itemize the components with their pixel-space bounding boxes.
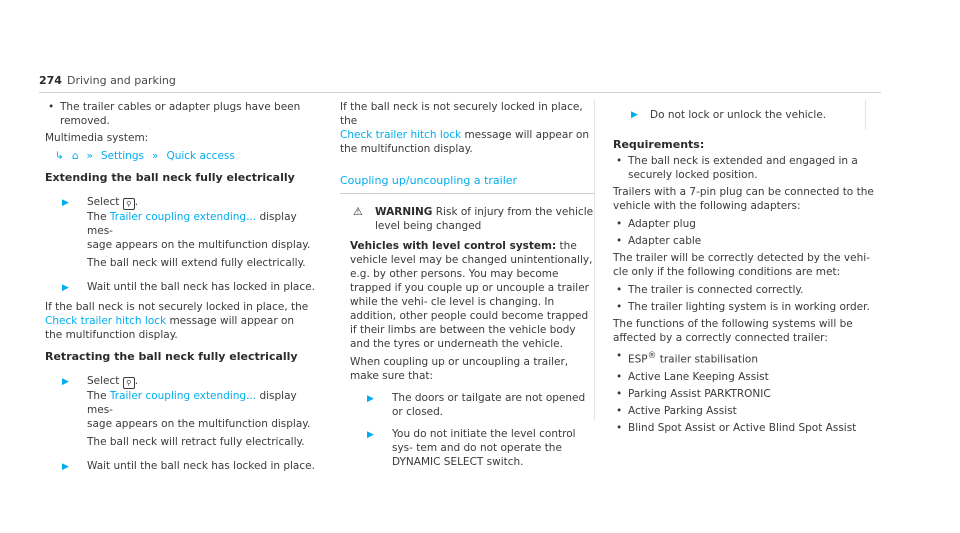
bullet-icon: • bbox=[616, 387, 623, 400]
step: ▶ Select ⚲ . The Trailer coupling extending... display mes- sage appears on the multifunction display. The ball neck will retract fully electrically. bbox=[62, 375, 311, 448]
multimedia-label: Multimedia system: bbox=[45, 132, 149, 144]
paragraph: If the ball neck is not securely locked in place, the Check trailer hitch lock message will appear on the multifunction display. bbox=[45, 301, 309, 341]
path-arrow-icon: ↳ bbox=[55, 150, 64, 162]
list-item: • The trailer is connected correctly. bbox=[616, 284, 804, 296]
bullet-icon: • bbox=[616, 350, 623, 362]
warning-body: Vehicles with level control system: the vehicle level may be changed unintentionally, e.g. by other persons. You may become trapped if you couple up or uncouple a trailer while the vehi- cle level is changing. In addition, other people could become trapped if their limbs are between the vehicle body and the tyres or underneath the vehicle. When coupling up or uncoupling a trailer, make sure that: ▶ The doors or tailgate are not opened or closed. ▶ You do not initiate the level control sys- tem and do not operate the DYNAMIC SELECT switch. bbox=[340, 239, 595, 469]
bullet-icon: • bbox=[616, 155, 623, 167]
step-arrow-icon: ▶ bbox=[62, 283, 69, 293]
bullet-icon: • bbox=[616, 235, 623, 247]
list-item: • Active Parking Assist bbox=[616, 404, 737, 417]
list-item: • Adapter plug bbox=[616, 218, 696, 230]
check-hitch-message: Check trailer hitch lock bbox=[340, 129, 462, 141]
column-left bbox=[45, 100, 315, 477]
bullet-icon: • bbox=[616, 421, 623, 434]
column-middle bbox=[340, 100, 595, 473]
settings-link[interactable]: Settings bbox=[100, 150, 144, 162]
list-item: • Blind Spot Assist or Active Blind Spot Assist bbox=[616, 421, 857, 434]
trailer-coupling-icon: ⚲ bbox=[123, 377, 135, 389]
page-number: 274 bbox=[39, 74, 62, 87]
step: ▶ Wait until the ball neck has locked in place. bbox=[62, 460, 315, 472]
bullet-icon: • bbox=[616, 284, 623, 296]
home-icon: ⌂ bbox=[71, 150, 79, 162]
warning-step: ▶ The doors or tailgate are not opened or closed. bbox=[367, 392, 586, 418]
double-arrow-icon: » bbox=[152, 150, 159, 162]
warning-header: ⚠ WARNING Risk of injury from the vehicle level being changed bbox=[353, 205, 594, 232]
check-hitch-message: Check trailer hitch lock bbox=[45, 315, 167, 327]
warning-step: ▶ You do not initiate the level control sys- tem and do not operate the DYNAMIC SELECT switch. bbox=[367, 428, 576, 468]
step: ▶ Select ⚲ . The Trailer coupling extending... display mes- sage appears on the multifunction display. The ball neck will extend fully electrically. bbox=[62, 196, 311, 269]
paragraph: If the ball neck is not securely locked in place, the Check trailer hitch lock message will appear on the multifunction display. bbox=[340, 101, 590, 155]
bullet-icon: • bbox=[616, 218, 623, 230]
coupling-heading: Coupling up/uncoupling a trailer bbox=[340, 174, 595, 194]
trailer-extending-message: Trailer coupling extending... bbox=[109, 390, 257, 402]
step: ▶ Wait until the ball neck has locked in place. bbox=[62, 281, 315, 293]
step-arrow-icon: ▶ bbox=[367, 430, 374, 440]
trailer-extending-message: Trailer coupling extending... bbox=[109, 211, 257, 223]
page-header bbox=[39, 74, 881, 93]
step-arrow-icon: ▶ bbox=[62, 462, 69, 472]
bullet-icon: • bbox=[616, 404, 623, 417]
warning-box bbox=[340, 199, 595, 469]
trailer-coupling-icon: ⚲ bbox=[123, 198, 135, 210]
section-title: Driving and parking bbox=[67, 74, 176, 87]
requirements-heading: Requirements: bbox=[613, 138, 705, 151]
step-arrow-icon: ▶ bbox=[62, 377, 69, 387]
extend-heading: Extending the ball neck fully electrically bbox=[45, 171, 295, 184]
note-box: ▶ Do not lock or unlock the vehicle. bbox=[613, 100, 866, 130]
quick-access-link[interactable]: Quick access bbox=[166, 150, 235, 162]
step-arrow-icon: ▶ bbox=[367, 394, 374, 404]
list-item: • Parking Assist PARKTRONIC bbox=[616, 387, 771, 400]
warning-triangle-icon: ⚠ bbox=[353, 205, 363, 218]
list-item: • Active Lane Keeping Assist bbox=[616, 370, 769, 383]
column-divider bbox=[594, 100, 595, 420]
list-item: • The trailer lighting system is in working order. bbox=[616, 301, 870, 313]
step-arrow-icon: ▶ bbox=[62, 198, 69, 208]
retract-heading: Retracting the ball neck fully electrically bbox=[45, 350, 298, 363]
bullet-icon: • bbox=[616, 301, 623, 313]
menu-path bbox=[45, 149, 315, 163]
column-right: ▶ Do not lock or unlock the vehicle. Requirements: • The ball neck is extended and engaged in a securely locked position. Trailers with a 7-pin plug can be connected to the vehicle with the following adapters: • Adapter plug • Adapter cable The trailer will be correctly detected by the vehi- cle only if the following conditions are met: • The trailer is connected correctly. • The trailer lighting system is in working order. The functions of the following systems will be affected by a correctly connected trailer: • ESP® trailer stabilisation • Active Lane Keeping Assist • Parking Assist PARKTRONIC • Active Parking Assist • Blind Spot Assist or Active Blind Spot Assist bbox=[613, 100, 878, 438]
step-arrow-icon: ▶ bbox=[631, 110, 638, 120]
bullet-icon: • bbox=[616, 370, 623, 383]
list-item: • The ball neck is extended and engaged in a securely locked position. bbox=[616, 155, 858, 181]
list-item: • ESP® trailer stabilisation bbox=[616, 350, 759, 366]
bullet-icon: • bbox=[48, 101, 55, 113]
list-item: • The trailer cables or adapter plugs have been removed. bbox=[48, 101, 301, 127]
double-arrow-icon: » bbox=[86, 150, 93, 162]
list-item: • Adapter cable bbox=[616, 235, 702, 247]
